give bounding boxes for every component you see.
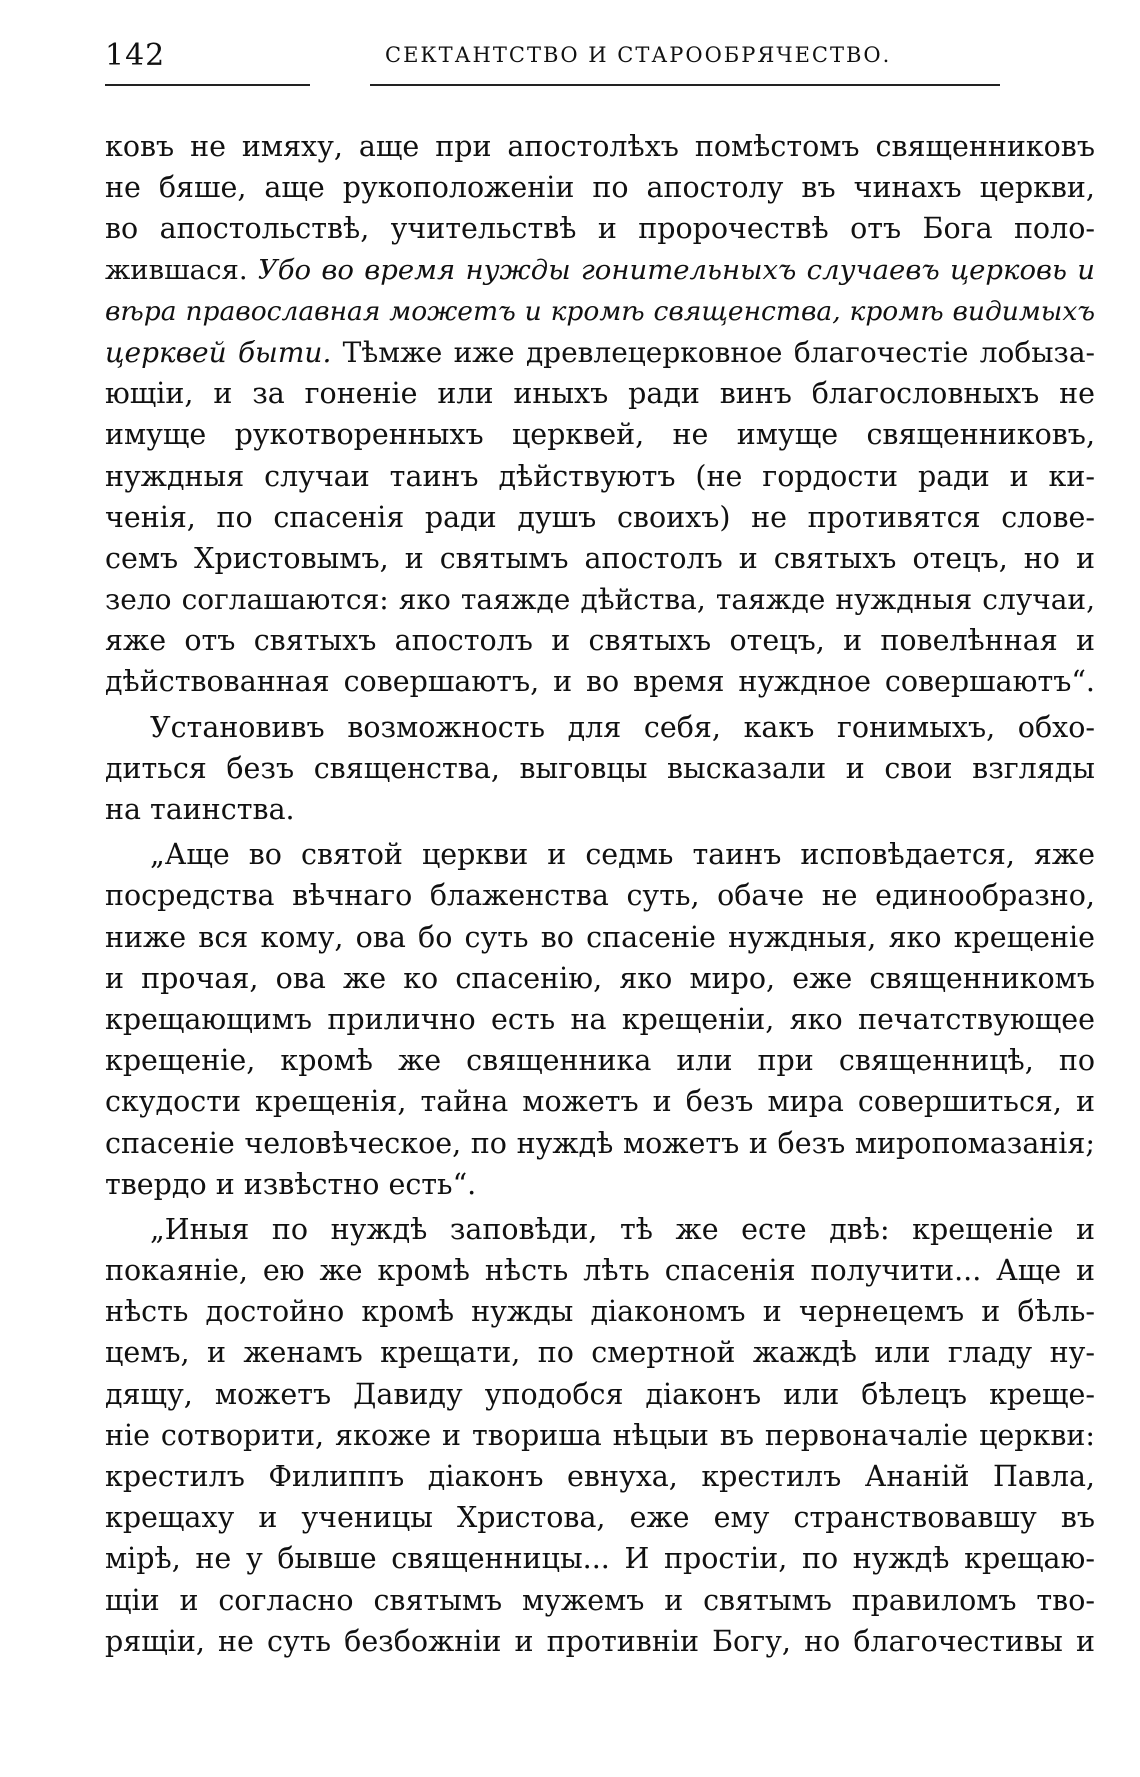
text-line: и прочая, ова же ко спасенію, яко миро, еже священникомъ (105, 961, 1095, 995)
text-line: крещаху и ученицы Христова, еже ему странствовавшу въ (105, 1501, 1095, 1535)
text-line: крещеніе, кромѣ же священника или при священницѣ, по (105, 1044, 1095, 1078)
text-line-italic (105, 291, 1095, 332)
running-head (105, 38, 1100, 88)
text-line: щіи и согласно святымъ мужемъ и святымъ правиломъ тво- (105, 1583, 1095, 1617)
text-line: нуждныя случаи таинъ дѣйствуютъ (не гордости ради и ки- (105, 459, 1095, 493)
text-line: цемъ, и женамъ крещати, по смертной жаждѣ или гладу ну- (105, 1336, 1095, 1370)
text-line: семъ Христовымъ, и святымъ апостолъ и святыхъ отецъ, но и (105, 541, 1095, 575)
text-line: ніе сотворити, якоже и твориша нѣцыи въ первоначаліе церкви: (105, 1418, 1095, 1452)
italic-text: церквей быти. (105, 335, 332, 369)
text-line: скудости крещенія, тайна можетъ и безъ мира совершиться, и (105, 1085, 1095, 1119)
text-line: нѣсть достойно кромѣ нужды діакономъ и чернецемъ и бѣль- (105, 1295, 1095, 1329)
plain-text: жившася. (105, 253, 248, 286)
text-line: твердо и извѣстно есть“. (105, 1167, 477, 1201)
text-line: ковъ не имяху, аще при апостолѣхъ помѣстомъ священниковъ (105, 130, 1095, 163)
text-line: крещающимъ прилично есть на крещеніи, яко печатствующее (105, 1002, 1095, 1036)
text-line: зело соглашаются: яко таяжде дѣйства, таяжде нуждныя случаи, (105, 583, 1095, 617)
italic-text: Убо во время нужды гонительныхъ случаевъ церковь и (257, 253, 1095, 286)
italic-text: вѣра православная можетъ и кромѣ священства, кромѣ видимыхъ (105, 295, 1095, 327)
text-line: дѣйствованная совершаютъ, и во время нуждное совершаютъ“. (105, 665, 1095, 699)
text-line: Установивъ возможность для себя, какъ гонимыхъ, обхо- (150, 710, 1095, 744)
text-line: „Аще во святой церкви и седмь таинъ исповѣдается, яже (150, 838, 1095, 872)
text-line: спасеніе человѣческое, по нуждѣ можетъ и безъ миропомазанія; (105, 1126, 1095, 1160)
text-line: покаяніе, ею же кромѣ нѣсть лѣть спасенія получити... Аще и (105, 1254, 1095, 1288)
text-line: „Иныя по нуждѣ заповѣди, тѣ же есте двѣ: крещеніе и (150, 1212, 1095, 1246)
text-line: диться безъ священства, выговцы высказали и свои взгляды (105, 751, 1095, 785)
text-line: ющіи, и за гоненіе или иныхъ ради винъ благословныхъ не (105, 377, 1095, 411)
plain-text: Тѣмже иже древлецерковное благочестіе лобыза- (342, 335, 1095, 369)
text-line: дящу, можетъ Давиду уподобся діаконъ или бѣлецъ креще- (105, 1377, 1095, 1411)
text-line: имуще рукотворенныхъ церквей, не имуще священниковъ, (105, 418, 1095, 452)
header-rule-right (370, 84, 1000, 86)
running-title: СЕКТАНТСТВО И СТАРООБРЯЧЕСТВО. (385, 43, 892, 67)
text-line: яже отъ святыхъ апостолъ и святыхъ отецъ, и повелѣнная и (105, 624, 1095, 658)
text-line: мірѣ, не у бывше священницы... И простіи, по нуждѣ крещаю- (105, 1542, 1095, 1576)
text-line: ниже вся кому, ова бо суть во спасеніе нуждныя, яко крещеніе (105, 920, 1095, 954)
text-line: посредства вѣчнаго блаженства суть, обаче не единообразно, (105, 879, 1095, 913)
text-line: на таинства. (105, 793, 295, 826)
text-line-mixed (105, 250, 1095, 291)
page-number: 142 (105, 38, 166, 73)
body-text (105, 126, 1095, 1662)
text-line-mixed (105, 332, 1095, 373)
text-line: крестилъ Филиппъ діаконъ евнуха, крестилъ Ананій Павла, (105, 1460, 1095, 1493)
text-line: ченія, по спасенія ради душъ своихъ) не противятся слове- (105, 500, 1095, 534)
text-line: рящіи, не суть безбожніи и противніи Богу, но благочестивы и (105, 1624, 1095, 1658)
text-line: не бяше, аще рукоположеніи по апостолу въ чинахъ церкви, (105, 171, 1095, 205)
header-rule-left (105, 84, 310, 86)
text-line: во апостольствѣ, учительствѣ и пророчествѣ отъ Бога поло- (105, 212, 1095, 246)
